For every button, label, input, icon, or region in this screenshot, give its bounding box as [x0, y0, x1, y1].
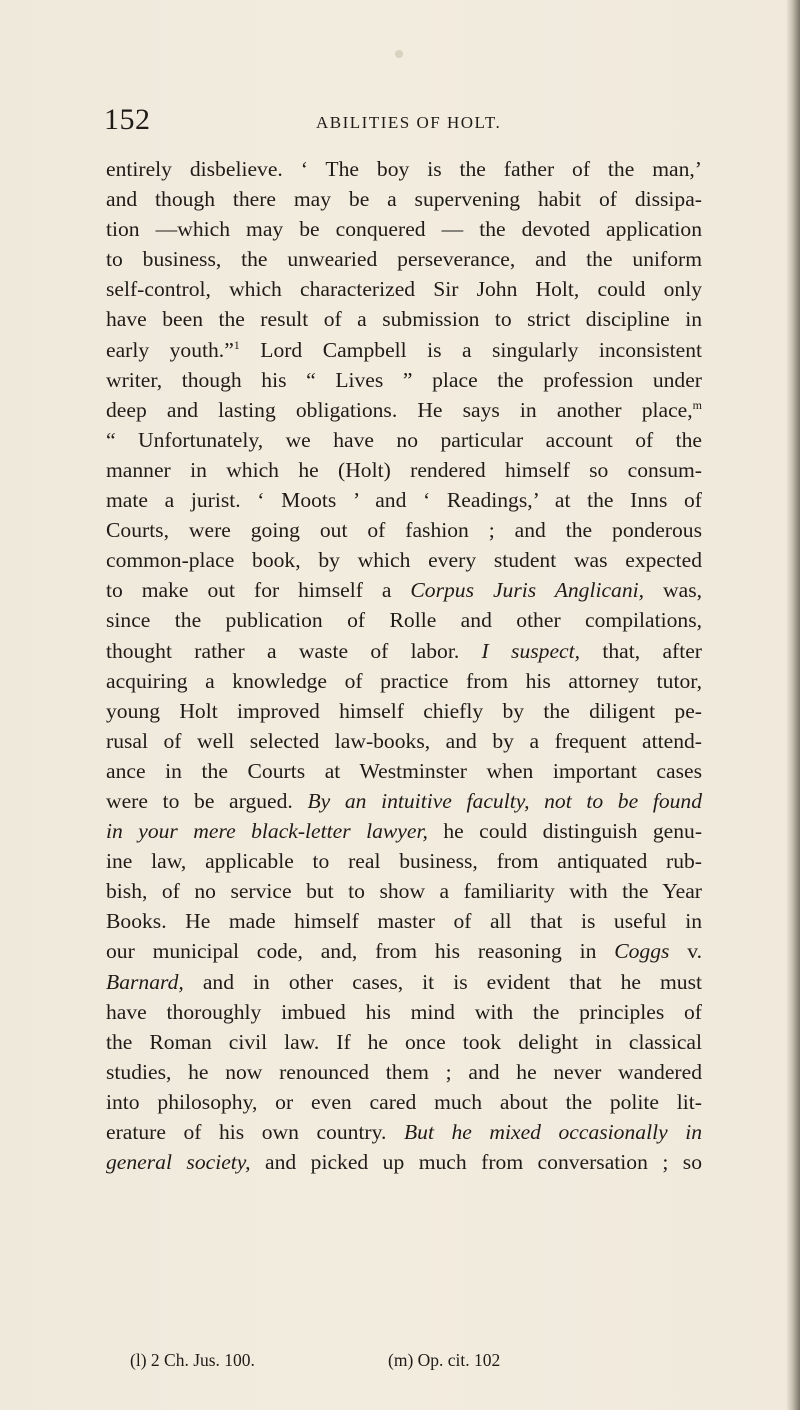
body-text [106, 154, 702, 1177]
text-run: rusal of well selected law-books, and by a frequent attend- [106, 728, 702, 753]
text-run: studies, he now renounced them ; and he never wandered [106, 1059, 702, 1084]
text-run: thought rather a waste of labor. [106, 638, 482, 663]
italic-text: general society, [106, 1150, 251, 1175]
text-line [106, 726, 702, 756]
text-run: writer, though his “ Lives ” place the profession under [106, 367, 702, 392]
text-run: bish, of no service but to show a familiarity with the Year [106, 879, 702, 904]
running-head: ABILITIES OF HOLT. [316, 113, 502, 132]
text-run: since the publication of Rolle and other compilations, [106, 608, 702, 633]
text-line [106, 605, 702, 635]
text-line [106, 184, 702, 214]
text-line [106, 756, 702, 786]
footnote-m: (m) Op. cit. 102 [388, 1350, 501, 1370]
text-line [106, 545, 702, 575]
text-run: he could distinguish genu- [427, 819, 703, 844]
italic-text: But he mixed occasionally in [403, 1120, 702, 1144]
italic-text: Corpus Juris Anglicani, [410, 578, 645, 603]
text-line [106, 1147, 702, 1177]
page-number: 152 [104, 103, 151, 136]
text-line [106, 274, 702, 304]
footnote-l: (l) 2 Ch. Jus. 100. [130, 1350, 255, 1370]
text-run: have been the result of a submission to strict discipline in [106, 307, 702, 332]
footnotes [130, 1350, 690, 1374]
text-run: Courts, were going out of fashion ; and the ponderous [106, 518, 702, 543]
italic-text: By an intuitive faculty, not to be found [307, 788, 703, 813]
text-line [106, 997, 702, 1027]
text-line [106, 395, 702, 425]
text-run: to make out for himself a [106, 578, 411, 603]
text-line [106, 244, 702, 274]
page-edge-shadow [786, 0, 800, 1410]
text-run: tion —which may be conquered — the devoted application [106, 217, 702, 242]
text-run: to business, the unwearied perseverance, and the uniform [106, 247, 702, 272]
text-line [106, 1057, 702, 1087]
text-run: ine law, applicable to real business, from antiquated rub- [106, 849, 702, 874]
text-line [106, 425, 702, 455]
text-line [106, 1027, 702, 1057]
text-line [106, 485, 702, 515]
text-run: erature of his own country. [106, 1120, 404, 1144]
text-run: was, [644, 578, 702, 603]
text-run: Lord Campbell is a singularly inconsistent [239, 337, 702, 362]
text-run: our municipal code, and, from his reasoning in [106, 939, 615, 964]
text-run: and though there may be a supervening habit of dissipa- [106, 187, 702, 212]
text-line [106, 846, 702, 876]
text-run: “ Unfortunately, we have no particular account of the [106, 427, 702, 452]
page-header [104, 103, 704, 143]
text-run: were to be argued. [106, 788, 308, 813]
text-run: manner in which he (Holt) rendered himself so consum- [106, 457, 702, 482]
text-run: deep and lasting obligations. He says in another place, [106, 397, 693, 422]
text-run: the Roman civil law. If he once took delight in classical [106, 1029, 702, 1054]
text-run: early youth.” [106, 337, 234, 362]
text-line [106, 876, 702, 906]
italic-text: in your mere black-letter lawyer, [106, 819, 428, 844]
text-line [106, 304, 702, 334]
italic-text: Barnard, [106, 969, 184, 994]
text-line [106, 214, 702, 244]
text-line [106, 636, 702, 666]
text-run: v. [669, 939, 702, 964]
text-run: have thoroughly imbued his mind with the principles of [106, 999, 702, 1024]
text-line [106, 1087, 702, 1117]
text-line [106, 696, 702, 726]
text-line [106, 455, 702, 485]
text-run: mate a jurist. ‘ Moots ’ and ‘ Readings,’ at the Inns of [106, 488, 702, 513]
text-run: into philosophy, or even cared much about the polite lit- [106, 1089, 702, 1114]
text-line [106, 666, 702, 696]
text-line [106, 936, 702, 966]
text-run: ance in the Courts at Westminster when important cases [106, 758, 702, 783]
text-line [106, 786, 702, 816]
text-line [106, 906, 702, 936]
paper-speck [395, 50, 403, 58]
italic-text: I suspect, [481, 638, 581, 663]
text-run: that, after [580, 638, 702, 663]
text-run: and picked up much from conversation ; so [250, 1150, 702, 1175]
text-run: Books. He made himself master of all that is useful in [106, 909, 702, 934]
italic-text: Coggs [614, 939, 670, 964]
text-line [106, 1117, 702, 1147]
text-line [106, 365, 702, 395]
text-line [106, 816, 702, 846]
text-run: and in other cases, it is evident that he must [183, 969, 702, 994]
text-run: entirely disbelieve. ‘ The boy is the father of the man,’ [106, 157, 702, 181]
text-run: common-place book, by which every student was expected [106, 548, 702, 573]
text-run: acquiring a knowledge of practice from his attorney tutor, [106, 668, 702, 693]
text-run: self-control, which characterized Sir John Holt, could only [106, 277, 702, 302]
text-line [106, 335, 702, 365]
text-line [106, 515, 702, 545]
text-line [106, 154, 702, 184]
footnote-marker: m [692, 397, 702, 412]
footnote-marker: 1 [233, 337, 240, 352]
text-line [106, 575, 702, 605]
text-run: young Holt improved himself chiefly by the diligent pe- [106, 698, 702, 723]
text-line [106, 967, 702, 997]
